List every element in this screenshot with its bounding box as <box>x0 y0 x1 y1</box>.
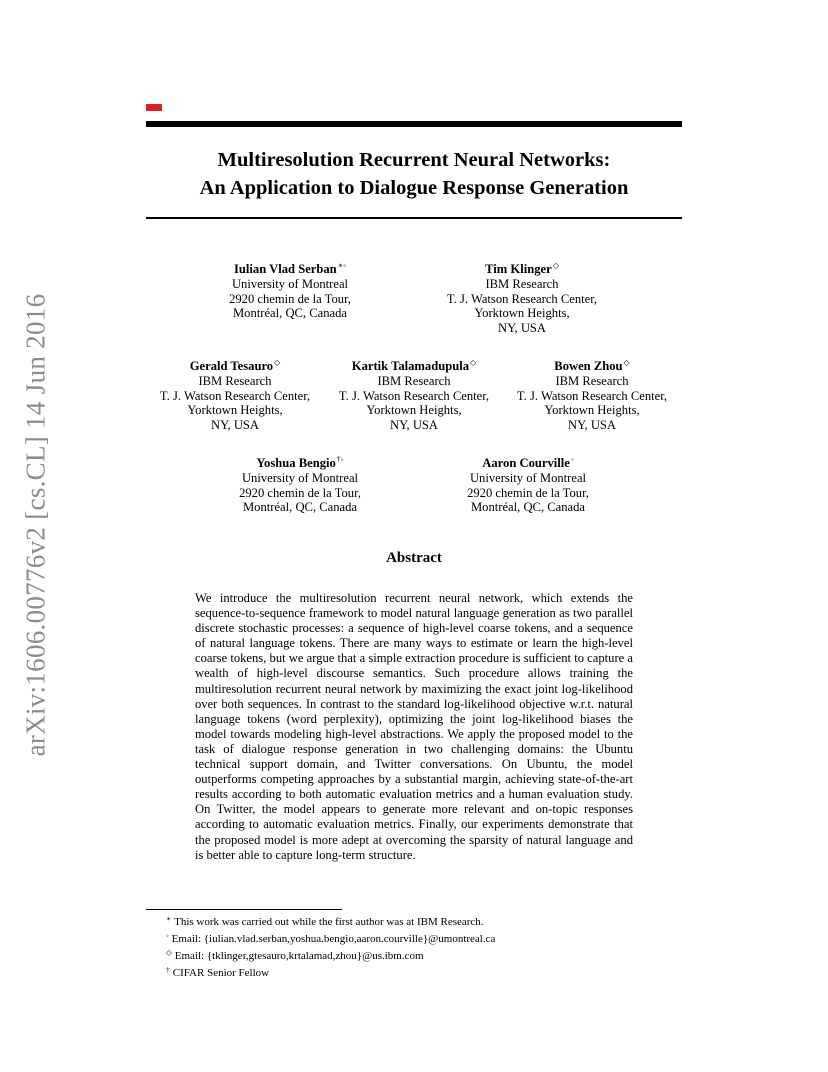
footnote-mark: † <box>166 965 170 974</box>
author-marks: †◦ <box>336 455 344 464</box>
abstract-body: We introduce the multiresolution recurrent neural network, which extends the sequence-to-sequence framework to model natural language generation as two parallel discrete stochastic processes: a sequence of high-level coarse tokens, and a sequence of natural language tokens. There are many ways to estimate or learn the high-level coarse tokens, but we argue that a simple extraction procedure is sufficient to capture a wealth of high-level discourse semantics. Such procedure allows training the multiresolution recurrent neural network by maximizing the exact joint log-likelihood over both sequences. In contrast to the standard log-likelihood objective w.r.t. natural language tokens (word perplexity), optimizing the joint log-likelihood biases the model towards modeling high-level abstractions. We apply the proposed model to the task of dialogue response generation in two challenging domains: the Ubuntu technical support domain, and Twitter conversations. On Ubuntu, the model outperforms competing approaches by a substantial margin, achieving state-of-the-art results according to both automatic evaluation metrics and a human evaluation study. On Twitter, the model appears to generate more relevant and on-topic responses according to automatic evaluation metrics. Finally, our experiments demonstrate that the proposed model is more adept at overcoming the sparsity of natural language and is better able to capture long-term structure. <box>195 591 633 862</box>
author-address: Yorktown Heights, <box>366 403 462 418</box>
author-block <box>190 453 410 515</box>
author-address: T. J. Watson Research Center, <box>159 388 311 403</box>
footnote-item <box>166 963 666 980</box>
author-address: Montréal, QC, Canada <box>232 306 347 321</box>
author-name: Iulian Vlad Serban <box>234 262 337 276</box>
author-address: Montréal, QC, Canada <box>242 500 357 515</box>
footnotes <box>166 912 666 980</box>
footnote-mark: ◦ <box>166 931 169 940</box>
footnote-text: Email: {iulian.vlad.serban,yoshua.bengio,aaron.courville}@umontreal.ca <box>171 933 496 945</box>
title-line-1: Multiresolution Recurrent Neural Networks: <box>217 149 611 171</box>
author-address: NY, USA <box>210 418 260 433</box>
author-address: T. J. Watson Research Center, <box>446 291 598 306</box>
author-name: Bowen Zhou <box>554 359 623 373</box>
author-address: 2920 chemin de la Tour, <box>229 291 351 306</box>
author-marks: ◦ <box>570 455 574 464</box>
footnote-item <box>166 929 666 946</box>
author-block <box>418 453 638 515</box>
author-name: Kartik Talamadupula <box>351 359 470 373</box>
author-block <box>180 259 400 321</box>
author-marks: ◇ <box>274 358 281 367</box>
author-affiliation: University of Montreal <box>241 470 359 485</box>
author-address: Yorktown Heights, <box>187 403 283 418</box>
author-affiliation: University of Montreal <box>231 276 349 291</box>
author-block <box>412 259 632 336</box>
author-marks: ◇ <box>552 261 559 270</box>
author-affiliation: IBM Research <box>555 373 629 388</box>
author-affiliation: IBM Research <box>485 276 559 291</box>
footnote-text: CIFAR Senior Fellow <box>172 967 270 979</box>
header-mark <box>146 104 162 111</box>
author-address: Montréal, QC, Canada <box>470 500 585 515</box>
footnote-mark: ◇ <box>166 948 172 957</box>
author-affiliation: IBM Research <box>198 373 272 388</box>
title-bottom-rule <box>146 217 682 219</box>
arxiv-identifier: arXiv:1606.00776v2 [cs.CL] 14 Jun 2016 <box>20 293 51 757</box>
author-name: Yoshua Bengio <box>256 456 336 470</box>
footnote-item <box>166 946 666 963</box>
author-address: T. J. Watson Research Center, <box>338 388 490 403</box>
title-top-rule <box>146 121 682 127</box>
author-name: Aaron Courville <box>482 456 570 470</box>
author-marks: ◇ <box>623 358 630 367</box>
author-address: T. J. Watson Research Center, <box>516 388 668 403</box>
footnote-item <box>166 912 666 929</box>
author-address: 2920 chemin de la Tour, <box>467 485 589 500</box>
author-affiliation: IBM Research <box>377 373 451 388</box>
footnote-text: Email: {tklinger,gtesauro,krtalamad,zhou}@us.ibm.com <box>174 950 424 962</box>
author-address: 2920 chemin de la Tour, <box>239 485 361 500</box>
footnote-mark: ∗ <box>166 914 172 923</box>
author-block <box>482 356 702 433</box>
title-line-2: An Application to Dialogue Response Generation <box>199 177 629 199</box>
abstract-heading: Abstract <box>386 550 442 566</box>
author-address: NY, USA <box>389 418 439 433</box>
author-name: Gerald Tesauro <box>189 359 274 373</box>
footnote-rule <box>146 909 342 910</box>
author-address: Yorktown Heights, <box>474 306 570 321</box>
footnote-text: This work was carried out while the first author was at IBM Research. <box>174 916 484 928</box>
author-marks: ∗◦ <box>337 261 346 270</box>
author-name: Tim Klinger <box>485 262 552 276</box>
paper-title <box>146 146 682 202</box>
author-affiliation: University of Montreal <box>469 470 587 485</box>
author-address: Yorktown Heights, <box>544 403 640 418</box>
author-address: NY, USA <box>567 418 617 433</box>
author-address: NY, USA <box>497 321 547 336</box>
author-marks: ◇ <box>470 358 477 367</box>
